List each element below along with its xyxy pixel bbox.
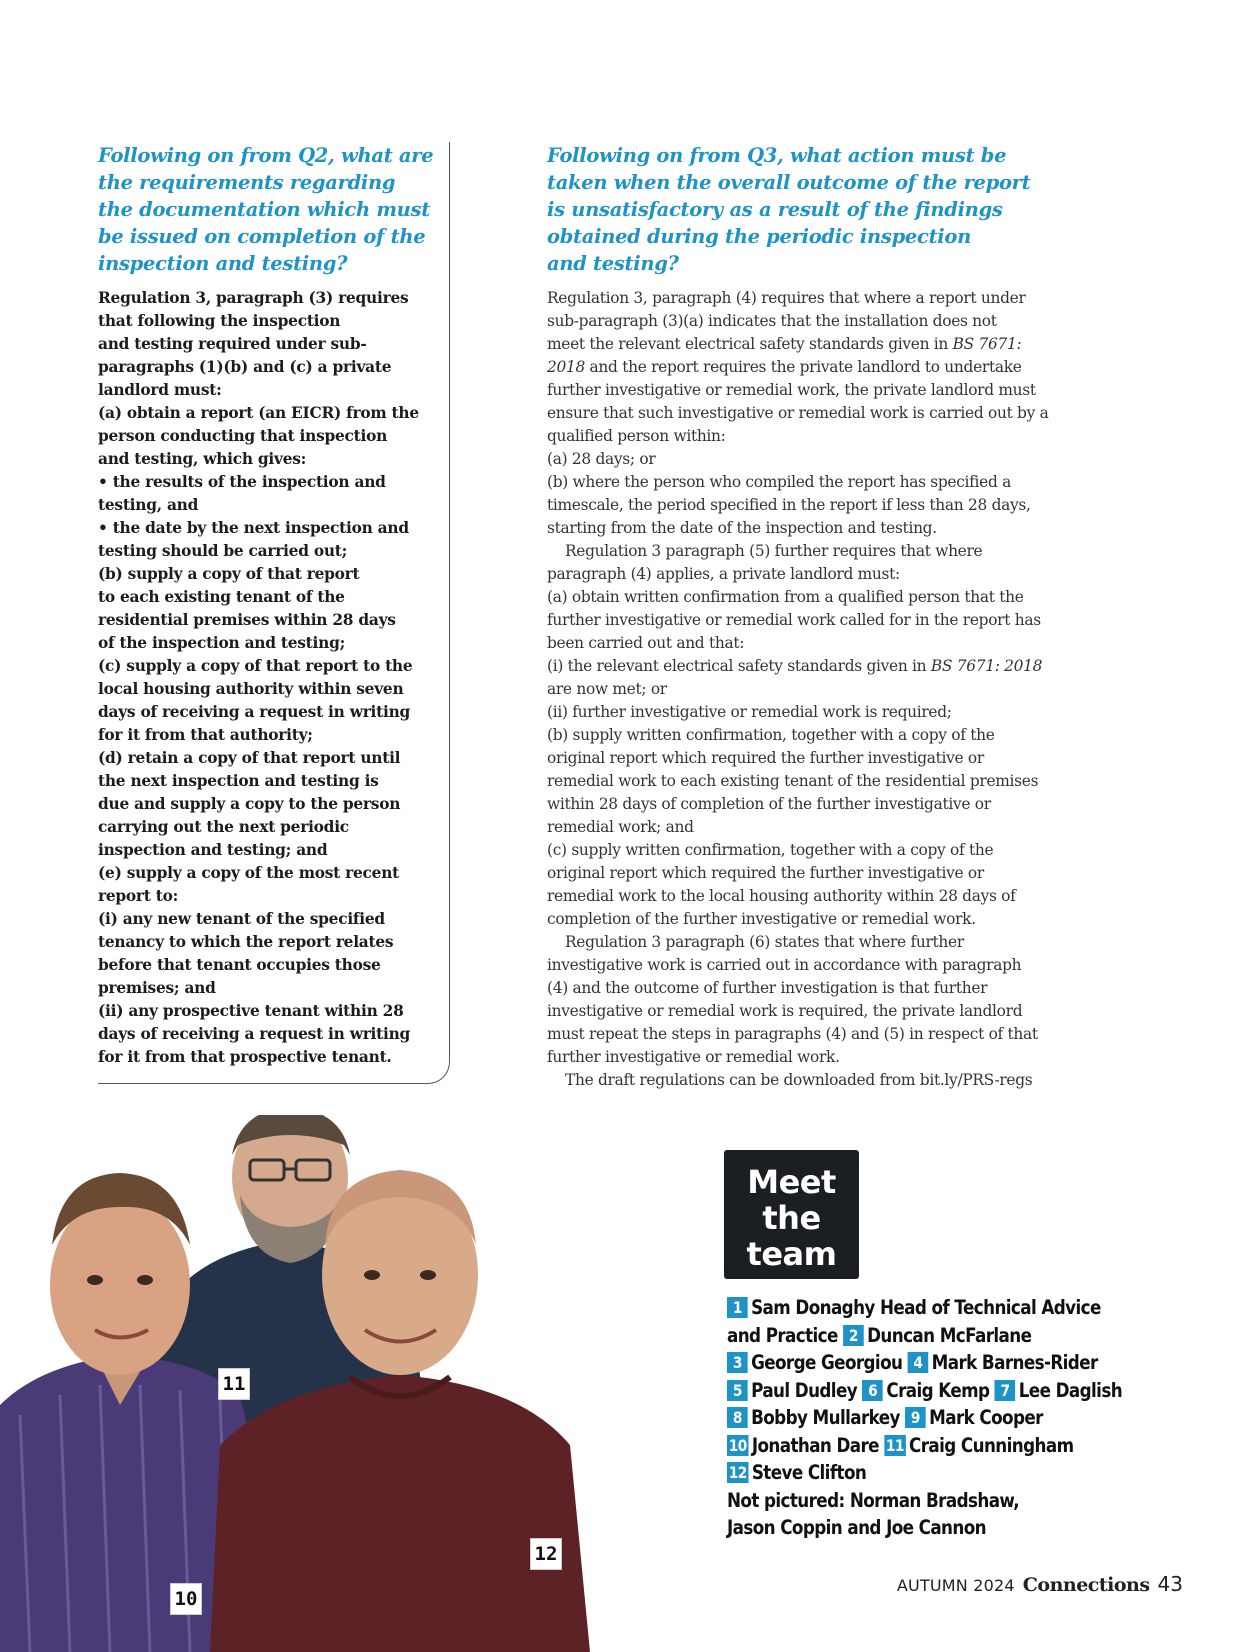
- left-answer-line: inspection and testing; and: [98, 841, 328, 859]
- left-answer: [98, 287, 439, 1069]
- team-member-name: and Practice: [727, 1323, 838, 1347]
- team-number-badge: 11: [885, 1435, 904, 1455]
- left-answer-line: days of receiving a request in writing: [98, 703, 411, 721]
- team-number-badge: 5: [727, 1380, 748, 1401]
- team-number-badge: 4: [908, 1352, 929, 1373]
- left-answer-line: (e) supply a copy of the most recent: [98, 864, 400, 882]
- left-answer-line: carrying out the next periodic: [98, 818, 349, 836]
- team-list-row: [727, 1294, 1101, 1322]
- team-member-name: George Georgiou: [751, 1351, 903, 1374]
- left-answer-line: premises; and: [98, 979, 216, 997]
- team-list-row: [727, 1404, 1088, 1432]
- left-answer-line: residential premises within 28 days: [98, 611, 396, 629]
- team-member-name: Duncan McFarlane: [867, 1323, 1032, 1347]
- left-answer-line: testing, and: [98, 496, 199, 514]
- left-answer-line: the next inspection and testing is: [98, 772, 379, 790]
- left-answer-line: for it from that prospective tenant.: [98, 1048, 392, 1066]
- left-answer-line: • the results of the inspection and: [98, 473, 386, 491]
- team-member-name: Mark Cooper: [929, 1406, 1043, 1429]
- left-answer-line: due and supply a copy to the person: [98, 795, 401, 813]
- left-answer-line: to each existing tenant of the: [98, 588, 345, 606]
- left-answer-line: report to:: [98, 887, 179, 905]
- left-answer-line: paragraphs (1)(b) and (c) a private: [98, 358, 392, 376]
- team-list-row: [727, 1432, 1088, 1460]
- left-answer-line: (ii) any prospective tenant within 28: [98, 1002, 404, 1020]
- left-answer-line: (c) supply a copy of that report to the: [98, 657, 413, 675]
- right-answer: Regulation 3, paragraph (4) requires that where a report under sub-paragraph (3)(a) indicates that the installation does not meet the relevant electrical safety standards given in BS 7671: 2018 and the report requires the private landlord to undertake further investigative or remedial work, the private landlord must ensure that such investigative or remedial work is carried out by a qualified person within: (a) 28 days; or (b) where the person who compiled the report has specified a timescale, the period specified in the report if less than 28 days, starting from the date of the inspection and testing. Regulation 3 paragraph (5) further requires that where paragraph (4) applies, a private landlord must: (a) obtain written confirmation from a qualified person that the further investigative or remedial work called for in the report has been carried out and that: (i) the relevant electrical safety standards given in BS 7671: 2018 are now met; or (ii) further investigative or remedial work is required; (b) supply written confirmation, together with a copy of the original report which required the further investigative or remedial work to each existing tenant of the residential premises within 28 days of completion of the further investigative or remedial work; and (c) supply written confirmation, together with a copy of the original report which required the further investigative or remedial work to the local housing authority within 28 days of completion of the further investigative or remedial work. Regulation 3 paragraph (6) states that where further investigative work is carried out in accordance with paragraph (4) and the outcome of further investigation is that further investigative or remedial work is required, the private landlord must repeat the steps in paragraphs (4) and (5) in respect of that further investigative or remedial work. The draft regulations can be downloaded from bit.ly/PRS-regs: [547, 289, 1049, 1089]
- left-answer-line: • the date by the next inspection and: [98, 519, 409, 537]
- team-number-badge: 2: [843, 1325, 864, 1346]
- left-column: [98, 142, 450, 1084]
- left-answer-line: that following the inspection: [98, 312, 341, 330]
- left-answer-line: days of receiving a request in writing: [98, 1025, 411, 1043]
- page-number: 43: [1157, 1572, 1183, 1596]
- person-label-10: 10: [170, 1583, 202, 1615]
- team-list-row: [727, 1349, 1098, 1377]
- person-label-12: 12: [530, 1538, 562, 1570]
- left-question: Following on from Q2, what are the requirements regarding the documentation which must be issued on completion of the inspection and testing?: [98, 144, 434, 275]
- left-answer-line: of the inspection and testing;: [98, 634, 346, 652]
- left-answer-line: (d) retain a copy of that report until: [98, 749, 401, 767]
- team-member-name: Sam Donaghy Head of Technical Advice: [751, 1296, 1101, 1319]
- team-member-name: Bobby Mullarkey: [751, 1406, 900, 1429]
- left-answer-line: and testing required under sub-: [98, 335, 367, 353]
- team-photo-illustration: [0, 1115, 600, 1652]
- team-member-name: Jonathan Dare: [751, 1433, 879, 1457]
- team-number-badge: 1: [727, 1297, 748, 1318]
- left-answer-line: and testing, which gives:: [98, 450, 307, 468]
- magazine-name: Connections: [1022, 1574, 1150, 1596]
- team-number-badge: 10: [728, 1435, 747, 1455]
- team-member-name: Mark Barnes-Rider: [931, 1351, 1098, 1374]
- team-number-badge: 8: [727, 1407, 748, 1428]
- team-number-badge: 12: [728, 1463, 747, 1482]
- issue-date: AUTUMN 2024: [896, 1576, 1015, 1595]
- team-member-name: Paul Dudley: [751, 1378, 858, 1402]
- left-answer-line: landlord must:: [98, 381, 222, 399]
- team-number-badge: 3: [727, 1352, 748, 1373]
- left-answer-line: (i) any new tenant of the specified: [98, 910, 385, 928]
- team-list: [727, 1294, 1123, 1542]
- team-member-name: Craig Cunningham: [909, 1433, 1074, 1457]
- meet-the-team-heading: Meet the team: [724, 1150, 859, 1279]
- team-photo: [0, 1115, 600, 1652]
- team-number-badge: 6: [862, 1380, 883, 1401]
- left-answer-line: (b) supply a copy of that report: [98, 565, 360, 583]
- team-member-name: Lee Daglish: [1018, 1378, 1123, 1402]
- page-footer: [897, 1572, 1183, 1596]
- team-list-row: [727, 1459, 1088, 1487]
- team-member-name: Steve Clifton: [751, 1461, 867, 1484]
- left-answer-line: testing should be carried out;: [98, 542, 348, 560]
- not-pictured-line: Not pictured: Norman Bradshaw,: [727, 1488, 1019, 1512]
- not-pictured-line: Jason Coppin and Joe Cannon: [727, 1516, 986, 1539]
- team-member-name: Craig Kemp: [886, 1378, 990, 1402]
- left-answer-line: Regulation 3, paragraph (3) requires: [98, 289, 409, 307]
- left-answer-line: (a) obtain a report (an EICR) from the: [98, 404, 419, 422]
- left-answer-line: local housing authority within seven: [98, 680, 404, 698]
- left-answer-line: before that tenant occupies those: [98, 956, 381, 974]
- team-number-badge: 7: [995, 1380, 1016, 1401]
- right-question: Following on from Q3, what action must be taken when the overall outcome of the report is unsatisfactory as a result of the findings obtained during the periodic inspection and testing?: [547, 144, 1031, 275]
- team-number-badge: 9: [905, 1407, 926, 1428]
- team-list-row: [727, 1322, 1088, 1350]
- left-answer-line: tenancy to which the report relates: [98, 933, 394, 951]
- left-answer-line: person conducting that inspection: [98, 427, 388, 445]
- team-list-row: [727, 1377, 1123, 1405]
- left-answer-line: for it from that authority;: [98, 726, 313, 744]
- person-label-11: 11: [218, 1368, 250, 1400]
- right-column: [547, 142, 1087, 1092]
